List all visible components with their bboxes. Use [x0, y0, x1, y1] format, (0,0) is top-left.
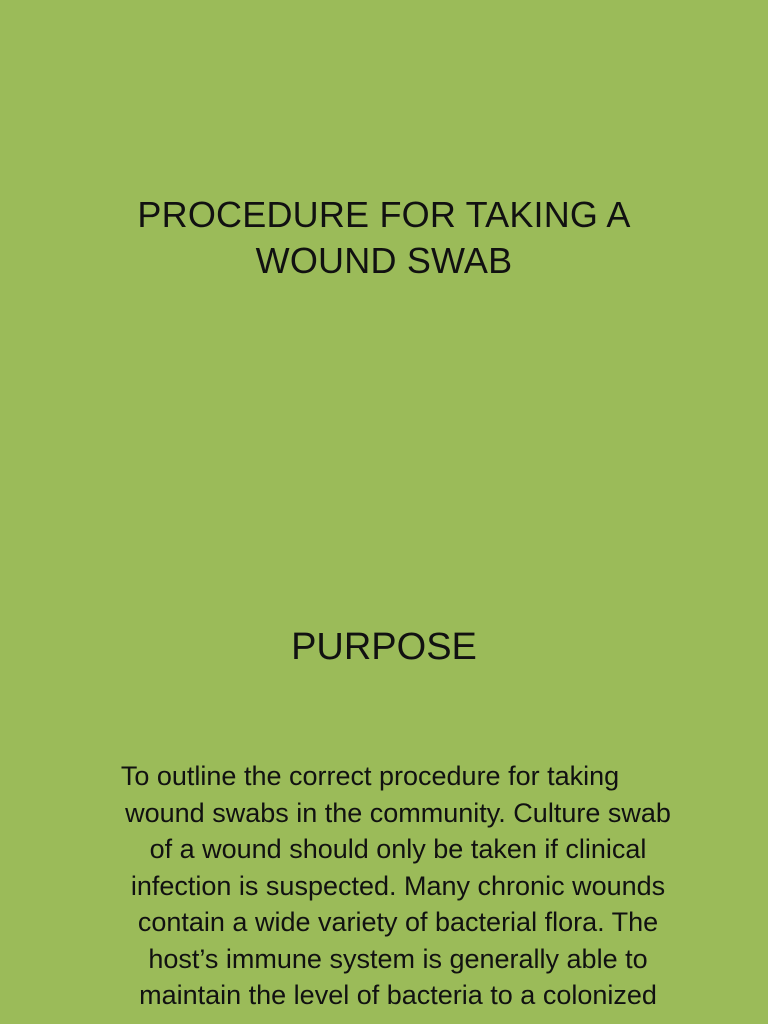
- slide-title: [0, 192, 768, 284]
- slide-title-line-1: PROCEDURE FOR TAKING A: [137, 194, 631, 235]
- body-line: infection is suspected. Many chronic wounds: [130, 870, 666, 901]
- body-line: host’s immune system is generally able to: [148, 943, 648, 974]
- body-line: of a wound should only be taken if clinical: [149, 834, 647, 864]
- body-line: maintain the level of bacteria to a colonized: [139, 980, 657, 1010]
- body-line: To outline the correct procedure for taking: [120, 761, 620, 791]
- body-line: wound swabs in the community. Culture swab: [125, 797, 671, 828]
- purpose-heading: PURPOSE: [291, 626, 477, 668]
- purpose-body-text: [0, 758, 768, 1014]
- slide-title-line-2: WOUND SWAB: [255, 240, 513, 281]
- body-line: contain a wide variety of bacterial flora. The: [137, 907, 659, 937]
